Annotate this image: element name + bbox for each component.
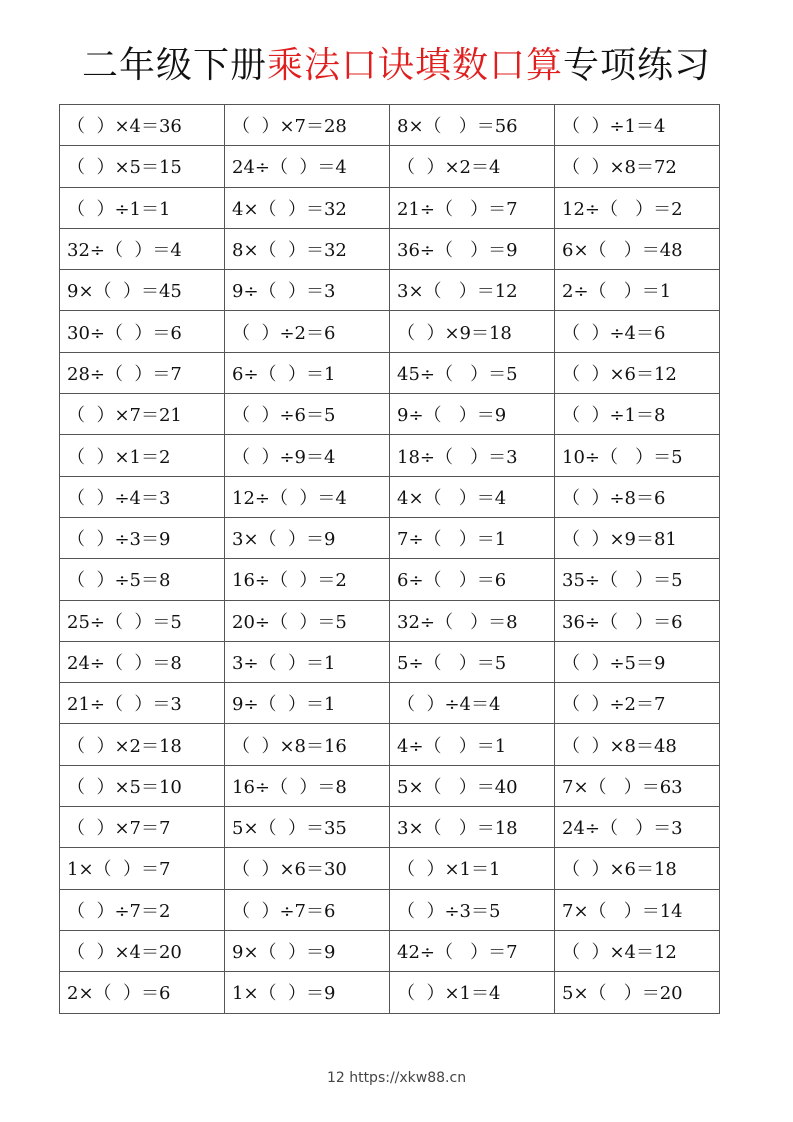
exercise-cell[interactable]: （ ）÷3＝5 xyxy=(390,889,555,930)
table-row xyxy=(60,517,720,558)
exercise-cell[interactable]: （ ）÷5＝9 xyxy=(555,641,720,682)
exercise-cell[interactable]: 1×（ ）＝7 xyxy=(60,848,225,889)
exercise-cell[interactable]: （ ）×1＝2 xyxy=(60,435,225,476)
exercise-cell[interactable]: （ ）×2＝4 xyxy=(390,146,555,187)
exercise-cell[interactable]: 7×（ ）＝63 xyxy=(555,765,720,806)
exercise-cell[interactable]: 5÷（ ）＝5 xyxy=(390,641,555,682)
exercise-cell[interactable]: （ ）÷9＝4 xyxy=(225,435,390,476)
exercise-cell[interactable]: 21÷（ ）＝7 xyxy=(390,187,555,228)
exercise-cell[interactable]: 4×（ ）＝4 xyxy=(390,476,555,517)
table-row xyxy=(60,476,720,517)
title-highlight: 乘法口诀填数口算 xyxy=(266,45,563,86)
exercise-cell[interactable]: （ ）÷4＝6 xyxy=(555,311,720,352)
exercise-cell[interactable]: 24÷（ ）＝4 xyxy=(225,146,390,187)
table-row xyxy=(60,889,720,930)
exercise-cell[interactable]: 45÷（ ）＝5 xyxy=(390,352,555,393)
exercise-cell[interactable]: （ ）×4＝12 xyxy=(555,930,720,971)
table-row xyxy=(60,435,720,476)
exercise-cell[interactable]: （ ）×9＝81 xyxy=(555,517,720,558)
exercise-cell[interactable]: 1×（ ）＝9 xyxy=(225,972,390,1013)
exercise-cell[interactable]: （ ）×7＝21 xyxy=(60,394,225,435)
title-prefix: 二年级下册 xyxy=(81,45,267,86)
table-row xyxy=(60,559,720,600)
exercise-cell[interactable]: （ ）÷7＝6 xyxy=(225,889,390,930)
exercise-cell[interactable]: 21÷（ ）＝3 xyxy=(60,683,225,724)
table-row xyxy=(60,600,720,641)
exercise-cell[interactable]: 36÷（ ）＝9 xyxy=(390,228,555,269)
exercise-cell[interactable]: （ ）÷3＝9 xyxy=(60,517,225,558)
table-row xyxy=(60,848,720,889)
exercise-cell[interactable]: 16÷（ ）＝2 xyxy=(225,559,390,600)
table-row xyxy=(60,270,720,311)
table-row xyxy=(60,683,720,724)
exercise-cell[interactable]: （ ）÷2＝7 xyxy=(555,683,720,724)
table-row xyxy=(60,972,720,1013)
exercise-cell[interactable]: （ ）×2＝18 xyxy=(60,724,225,765)
exercise-cell[interactable]: （ ）×8＝48 xyxy=(555,724,720,765)
exercise-cell[interactable]: 2÷（ ）＝1 xyxy=(555,270,720,311)
exercise-cell[interactable]: （ ）×6＝12 xyxy=(555,352,720,393)
table-row xyxy=(60,930,720,971)
exercise-cell[interactable]: （ ）÷1＝8 xyxy=(555,394,720,435)
exercise-cell[interactable]: （ ）×8＝72 xyxy=(555,146,720,187)
exercise-cell[interactable]: 8×（ ）＝56 xyxy=(390,105,555,146)
exercise-cell[interactable]: 6×（ ）＝48 xyxy=(555,228,720,269)
exercise-cell[interactable]: （ ）×6＝18 xyxy=(555,848,720,889)
exercise-cell[interactable]: 24÷（ ）＝8 xyxy=(60,641,225,682)
exercise-cell[interactable]: （ ）×4＝20 xyxy=(60,930,225,971)
exercise-cell[interactable]: （ ）÷5＝8 xyxy=(60,559,225,600)
exercise-cell[interactable]: 32÷（ ）＝8 xyxy=(390,600,555,641)
exercise-cell[interactable]: 12÷（ ）＝2 xyxy=(555,187,720,228)
exercise-cell[interactable]: （ ）×7＝28 xyxy=(225,105,390,146)
exercise-table xyxy=(59,104,720,1014)
exercise-cell[interactable]: （ ）÷4＝4 xyxy=(390,683,555,724)
exercise-cell[interactable]: 3×（ ）＝12 xyxy=(390,270,555,311)
exercise-cell[interactable]: 24÷（ ）＝3 xyxy=(555,807,720,848)
exercise-cell[interactable]: （ ）×5＝15 xyxy=(60,146,225,187)
exercise-cell[interactable]: 3×（ ）＝9 xyxy=(225,517,390,558)
exercise-cell[interactable]: （ ）÷4＝3 xyxy=(60,476,225,517)
exercise-cell[interactable]: 9÷（ ）＝1 xyxy=(225,683,390,724)
table-row xyxy=(60,765,720,806)
exercise-cell[interactable]: 4×（ ）＝32 xyxy=(225,187,390,228)
exercise-cell[interactable]: 5×（ ）＝40 xyxy=(390,765,555,806)
exercise-cell[interactable]: 10÷（ ）＝5 xyxy=(555,435,720,476)
exercise-cell[interactable]: 6÷（ ）＝6 xyxy=(390,559,555,600)
exercise-table-body xyxy=(60,105,720,1014)
table-row xyxy=(60,641,720,682)
exercise-cell[interactable]: （ ）×1＝4 xyxy=(390,972,555,1013)
exercise-cell[interactable]: （ ）÷1＝4 xyxy=(555,105,720,146)
exercise-cell[interactable]: 30÷（ ）＝6 xyxy=(60,311,225,352)
exercise-cell[interactable]: （ ）×6＝30 xyxy=(225,848,390,889)
exercise-cell[interactable]: 3÷（ ）＝1 xyxy=(225,641,390,682)
page-footer: 12 https://xkw88.cn xyxy=(326,1070,467,1086)
exercise-cell[interactable]: （ ）÷1＝1 xyxy=(60,187,225,228)
exercise-cell[interactable]: 9×（ ）＝9 xyxy=(225,930,390,971)
exercise-cell[interactable]: 12÷（ ）＝4 xyxy=(225,476,390,517)
exercise-cell[interactable]: 3×（ ）＝18 xyxy=(390,807,555,848)
exercise-cell[interactable]: 20÷（ ）＝5 xyxy=(225,600,390,641)
exercise-cell[interactable]: 9÷（ ）＝9 xyxy=(390,394,555,435)
exercise-cell[interactable]: （ ）×8＝16 xyxy=(225,724,390,765)
exercise-cell[interactable]: 32÷（ ）＝4 xyxy=(60,228,225,269)
exercise-cell[interactable]: （ ）÷7＝2 xyxy=(60,889,225,930)
table-row xyxy=(60,352,720,393)
exercise-cell[interactable]: 2×（ ）＝6 xyxy=(60,972,225,1013)
exercise-cell[interactable]: （ ）÷6＝5 xyxy=(225,394,390,435)
exercise-cell[interactable]: 16÷（ ）＝8 xyxy=(225,765,390,806)
table-row xyxy=(60,187,720,228)
table-row xyxy=(60,724,720,765)
table-row xyxy=(60,228,720,269)
exercise-cell[interactable]: （ ）×1＝1 xyxy=(390,848,555,889)
exercise-cell[interactable]: （ ）÷2＝6 xyxy=(225,311,390,352)
exercise-cell[interactable]: 5×（ ）＝20 xyxy=(555,972,720,1013)
table-row xyxy=(60,394,720,435)
exercise-cell[interactable]: （ ）÷8＝6 xyxy=(555,476,720,517)
exercise-cell[interactable]: 5×（ ）＝35 xyxy=(225,807,390,848)
table-row xyxy=(60,105,720,146)
exercise-cell[interactable]: 35÷（ ）＝5 xyxy=(555,559,720,600)
exercise-cell[interactable]: 36÷（ ）＝6 xyxy=(555,600,720,641)
exercise-cell[interactable]: 4÷（ ）＝1 xyxy=(390,724,555,765)
exercise-cell[interactable]: 28÷（ ）＝7 xyxy=(60,352,225,393)
exercise-cell[interactable]: 9÷（ ）＝3 xyxy=(225,270,390,311)
exercise-cell[interactable]: 42÷（ ）＝7 xyxy=(390,930,555,971)
exercise-cell[interactable]: 7×（ ）＝14 xyxy=(555,889,720,930)
table-row xyxy=(60,146,720,187)
exercise-cell[interactable]: （ ）×5＝10 xyxy=(60,765,225,806)
title-suffix: 专项练习 xyxy=(563,45,712,86)
exercise-cell[interactable]: （ ）×7＝7 xyxy=(60,807,225,848)
exercise-cell[interactable]: （ ）×4＝36 xyxy=(60,105,225,146)
exercise-cell[interactable]: 9×（ ）＝45 xyxy=(60,270,225,311)
exercise-cell[interactable]: 25÷（ ）＝5 xyxy=(60,600,225,641)
exercise-cell[interactable]: 8×（ ）＝32 xyxy=(225,228,390,269)
exercise-cell[interactable]: 6÷（ ）＝1 xyxy=(225,352,390,393)
table-row xyxy=(60,311,720,352)
exercise-cell[interactable]: （ ）×9＝18 xyxy=(390,311,555,352)
table-row xyxy=(60,807,720,848)
exercise-cell[interactable]: 18÷（ ）＝3 xyxy=(390,435,555,476)
page-title xyxy=(0,42,793,90)
exercise-cell[interactable]: 7÷（ ）＝1 xyxy=(390,517,555,558)
